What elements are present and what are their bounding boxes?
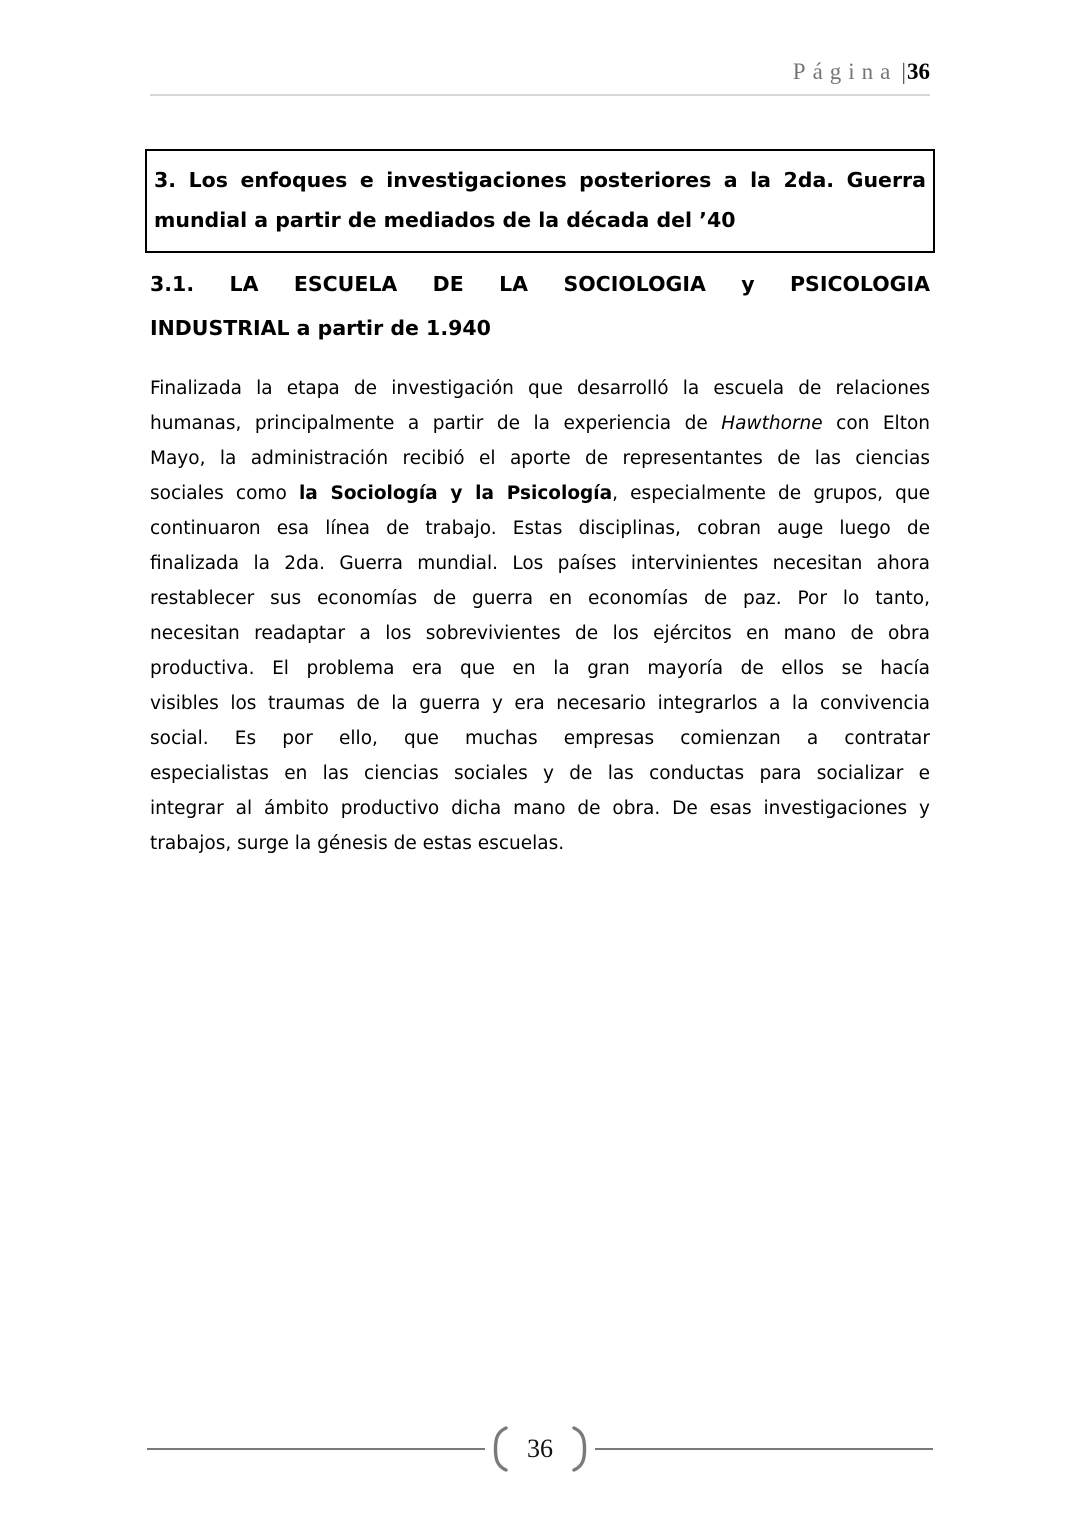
text-segment: integrar al ámbito productivo dicha mano de obra. De esas investigaciones y [150, 798, 930, 819]
section-heading-box [145, 149, 935, 253]
text-line [150, 791, 930, 826]
text-segment: 3. Los enfoques e investigaciones posteriores a la 2da. Guerra [154, 168, 926, 192]
text-line [150, 262, 930, 306]
text-line [150, 686, 930, 721]
header-pagina-label: Página [792, 59, 898, 84]
text-segment: necesitan readaptar a los sobrevivientes de los ejércitos en mano de obra [150, 623, 930, 644]
text-line [150, 371, 930, 406]
text-line [150, 406, 930, 441]
text-segment: restablecer sus economías de guerra en economías de paz. Por lo tanto, [150, 588, 930, 609]
text-line [150, 616, 930, 651]
header-page-number: 36 [907, 59, 930, 84]
section-heading [154, 160, 926, 240]
bold-text: la Sociología y la Psicología [298, 483, 613, 504]
text-segment: trabajos, surge la génesis de estas escuelas. [150, 833, 565, 854]
text-segment: Mayo, la administración recibió el aporte de representantes de las ciencias [150, 448, 930, 469]
text-line [150, 441, 930, 476]
text-segment: visibles los traumas de la guerra y era necesario integrarlos a la convivencia [150, 693, 930, 714]
text-line [150, 581, 930, 616]
italic-text: Hawthorne [721, 413, 823, 434]
text-line [150, 756, 930, 791]
text-line [150, 546, 930, 581]
text-segment: continuaron esa línea de trabajo. Estas disciplinas, cobran auge luego de [150, 518, 930, 539]
right-bracket-icon [569, 1424, 591, 1474]
footer-rule-right [595, 1448, 933, 1450]
text-line [150, 306, 930, 350]
text-line [150, 476, 930, 511]
text-segment: productiva. El problema era que en la gran mayoría de ellos se hacía [150, 658, 930, 679]
left-bracket-icon [489, 1424, 511, 1474]
text-segment: 3.1. LA ESCUELA DE LA SOCIOLOGIA y PSICOLOGIA [150, 272, 930, 296]
text-segment: humanas, principalmente a partir de la experiencia de [150, 413, 722, 434]
text-line [150, 721, 930, 756]
text-line [154, 160, 926, 200]
subsection-heading [150, 262, 930, 350]
text-segment: INDUSTRIAL a partir de 1.940 [150, 316, 491, 340]
text-segment: finalizada la 2da. Guerra mundial. Los países intervinientes necesitan ahora [150, 553, 930, 574]
text-segment: mundial a partir de mediados de la década del ’40 [154, 208, 736, 232]
text-line [150, 651, 930, 686]
text-line [150, 826, 930, 861]
text-line [150, 511, 930, 546]
page-footer [147, 1424, 933, 1474]
footer-rule-left [147, 1448, 485, 1450]
text-segment: social. Es por ello, que muchas empresas comienzan a contratar [150, 728, 930, 749]
footer-page-number: 36 [527, 1434, 553, 1463]
header-rule [150, 94, 930, 96]
text-segment: Finalizada la etapa de investigación que desarrolló la escuela de relaciones [150, 378, 930, 399]
text-line [154, 200, 926, 240]
text-segment: especialistas en las ciencias sociales y de las conductas para socializar e [150, 763, 930, 784]
text-segment: sociales como [150, 483, 299, 504]
text-segment: con Elton [822, 413, 930, 434]
header-separator-bar: | [901, 59, 906, 84]
body-paragraph [150, 371, 930, 861]
page-header [150, 57, 930, 87]
text-segment: , especialmente de grupos, que [612, 483, 930, 504]
